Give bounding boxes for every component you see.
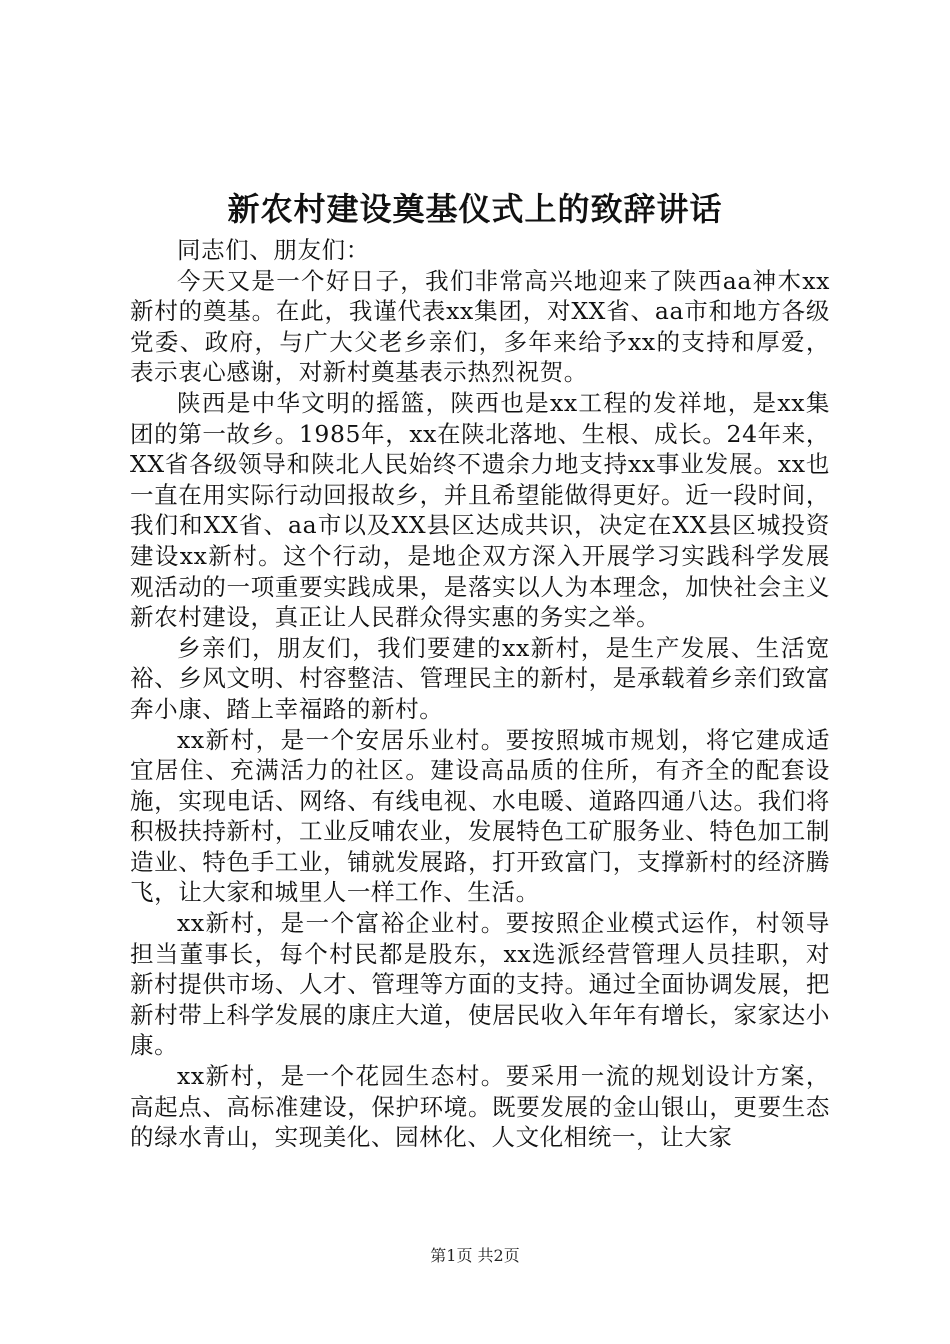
- salutation-paragraph: 同志们、朋友们：: [177, 236, 370, 264]
- body-paragraph: 乡亲们，朋友们，我们要建的xx新村，是生产发展、生活宽裕、乡风文明、村容整洁、管理民主的新村，是承载着乡亲们致富奔小康、踏上幸福路的新村。: [130, 633, 830, 723]
- page-number-footer: 第1页 共2页: [430, 1246, 520, 1265]
- body-paragraph: xx新村，是一个花园生态村。要采用一流的规划设计方案，高起点、高标准建设，保护环境。既要发展的金山银山，更要生态的绿水青山，实现美化、园林化、人文化相统一，让大家: [130, 1062, 830, 1152]
- body-paragraph: 今天又是一个好日子，我们非常高兴地迎来了陕西aa神木xx新村的奠基。在此，我谨代表xx集团，对XX省、aa市和地方各级党委、政府，与广大父老乡亲们，多年来给予xx的支持和厚爱，表示衷心感谢，对新村奠基表示热烈祝贺。: [130, 266, 830, 387]
- document-body: [130, 235, 830, 1153]
- body-paragraph: xx新村，是一个安居乐业村。要按照城市规划，将它建成适宜居住、充满活力的社区。建设高品质的住所，有齐全的配套设施，实现电话、网络、有线电视、水电暖、道路四通八达。我们将积极扶持新村，工业反哺农业，发展特色工矿服务业、特色加工制造业、特色手工业，铺就发展路，打开致富门，支撑新村的经济腾飞，让大家和城里人一样工作、生活。: [130, 725, 830, 907]
- body-paragraph: 陕西是中华文明的摇篮，陕西也是xx工程的发祥地，是xx集团的第一故乡。1985年，xx在陕北落地、生根、成长。24年来，XX省各级领导和陕北人民始终不遗余力地支持xx事业发展。xx也一直在用实际行动回报故乡，并且希望能做得更好。近一段时间，我们和XX省、aa市以及XX县区达成共识，决定在XX县区城投资建设xx新村。这个行动，是地企双方深入开展学习实践科学发展观活动的一项重要实践成果，是落实以人为本理念，加快社会主义新农村建设，真正让人民群众得实惠的务实之举。: [130, 388, 830, 632]
- document-title: 新农村建设奠基仪式上的致辞讲话: [227, 190, 723, 228]
- body-paragraph: xx新村，是一个富裕企业村。要按照企业模式运作，村领导担当董事长，每个村民都是股东，xx选派经营管理人员挂职，对新村提供市场、人才、管理等方面的支持。通过全面协调发展，把新村带上科学发展的康庄大道，使居民收入年年有增长，家家达小康。: [130, 909, 830, 1060]
